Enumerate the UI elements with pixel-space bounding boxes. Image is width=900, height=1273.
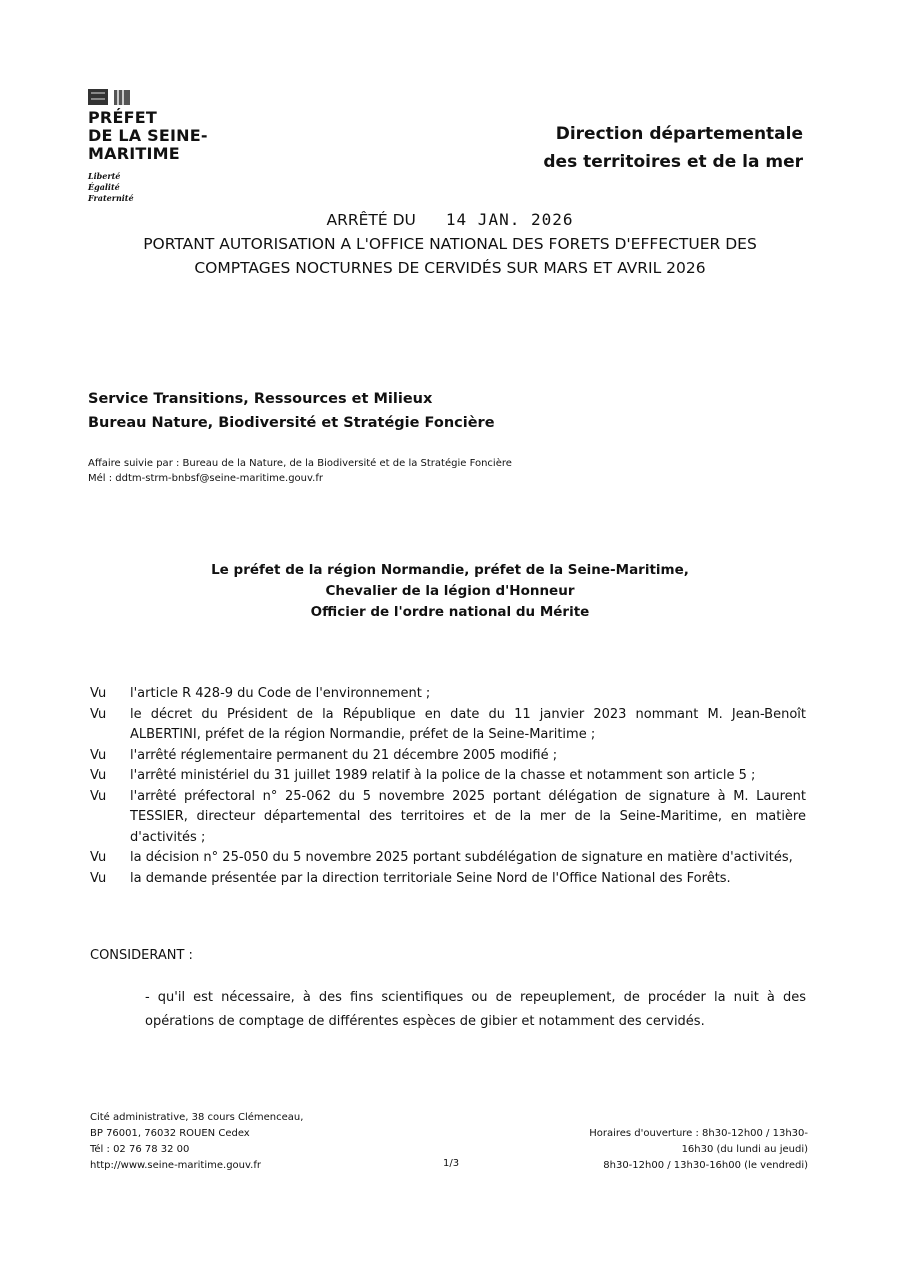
arrete-label: ARRÊTÉ DU [326,211,416,229]
vu-text: la décision n° 25-050 du 5 novembre 2025 portant subdélégation de signature en matière d'activités, [130,850,793,865]
direction-line: des territoires et de la mer [543,152,803,172]
logo-line: MARITIME [88,144,180,163]
vu-item [90,848,806,869]
vu-label: Vu [90,870,107,886]
service-heading [88,387,495,435]
vu-item [90,746,806,767]
vu-label: Vu [90,788,107,804]
vu-item [90,787,806,849]
vu-text: l'arrêté ministériel du 31 juillet 1989 relatif à la police de la chasse et notamment son article 5 ; [130,768,756,783]
motto-line: Liberté [88,171,121,181]
title-line: PORTANT AUTORISATION A L'OFFICE NATIONAL DES FORETS D'EFFECTUER DES [143,235,757,253]
date-stamp: 14 JAN. 2026 [445,210,574,229]
title-line: COMPTAGES NOCTURNES DE CERVIDÉS SUR MARS ET AVRIL 2026 [194,259,706,277]
vu-text: l'arrêté réglementaire permanent du 21 décembre 2005 modifié ; [130,747,558,763]
logo-line: DE LA SEINE- [88,126,208,145]
hours-line: Horaires d'ouverture : 8h30-12h00 / 13h30- [589,1128,808,1139]
vu-label: Vu [90,747,107,763]
hours-line: 16h30 (du lundi au jeudi) [681,1144,808,1155]
vu-label: Vu [90,850,107,865]
vu-label: Vu [90,706,107,722]
logo-line: PRÉFET [88,108,157,127]
prefet-logo-text [88,109,208,163]
considerant-heading: CONSIDERANT : [90,948,193,963]
vu-list [90,684,806,889]
hours-line: 8h30-12h00 / 13h30-16h00 (le vendredi) [603,1160,808,1171]
footer-address [90,1110,303,1174]
email-line: Mél : ddtm-strm-bnbsf@seine-maritime.gouv.fr [88,473,323,484]
page-number: 1/3 [443,1158,460,1169]
considerant-text: - qu'il est nécessaire, à des fins scientifiques ou de repeuplement, de procéder la nuit à des opérations de comptage de différentes espèces de gibier et notamment des cervidés. [145,990,806,1029]
prefet-line: Le préfet de la région Normandie, préfet de la Seine-Maritime, [211,562,689,578]
vu-label: Vu [90,686,107,701]
prefet-line: Officier de l'ordre national du Mérite [310,604,590,620]
republic-motto [88,171,134,204]
contact-info [88,456,512,486]
service-line: Service Transitions, Ressources et Milieux [88,391,433,407]
address-line: BP 76001, 76032 ROUEN Cedex [90,1128,250,1139]
vu-label: Vu [90,768,107,783]
phone-line: Tél : 02 76 78 32 00 [90,1144,190,1155]
footer-hours [589,1126,808,1174]
direction-heading [543,120,803,176]
prefet-line: Chevalier de la légion d'Honneur [325,583,575,599]
marianne-logo-icon [88,89,132,105]
prefet-titles [0,560,900,623]
vu-item [90,766,806,787]
vu-text: l'arrêté préfectoral n° 25-062 du 5 novembre 2025 portant délégation de signature à M. Laurent TESSIER, directeur départemental des territoires et de la mer de la Seine-Maritime, en matière d'activités ; [130,788,806,845]
vu-text: l'article R 428-9 du Code de l'environnement ; [130,686,431,701]
bureau-line: Bureau Nature, Biodiversité et Stratégie Foncière [88,415,495,431]
vu-text: la demande présentée par la direction territoriale Seine Nord de l'Office National des Forêts. [130,870,731,886]
motto-line: Fraternité [88,193,134,203]
affaire-suivie: Affaire suivie par : Bureau de la Nature, de la Biodiversité et de la Stratégie Foncière [88,458,512,469]
vu-item [90,869,806,890]
website-link[interactable]: http://www.seine-maritime.gouv.fr [90,1160,261,1171]
direction-line: Direction départementale [555,124,803,144]
vu-text: le décret du Président de la République en date du 11 janvier 2023 nommant M. Jean-Benoît ALBERTINI, préfet de la région Normandie, préfet de la Seine-Maritime ; [130,706,806,742]
vu-item [90,705,806,746]
arrete-title [0,208,900,280]
vu-item [90,684,806,705]
address-line: Cité administrative, 38 cours Clémenceau, [90,1112,304,1123]
motto-line: Égalité [88,182,120,192]
